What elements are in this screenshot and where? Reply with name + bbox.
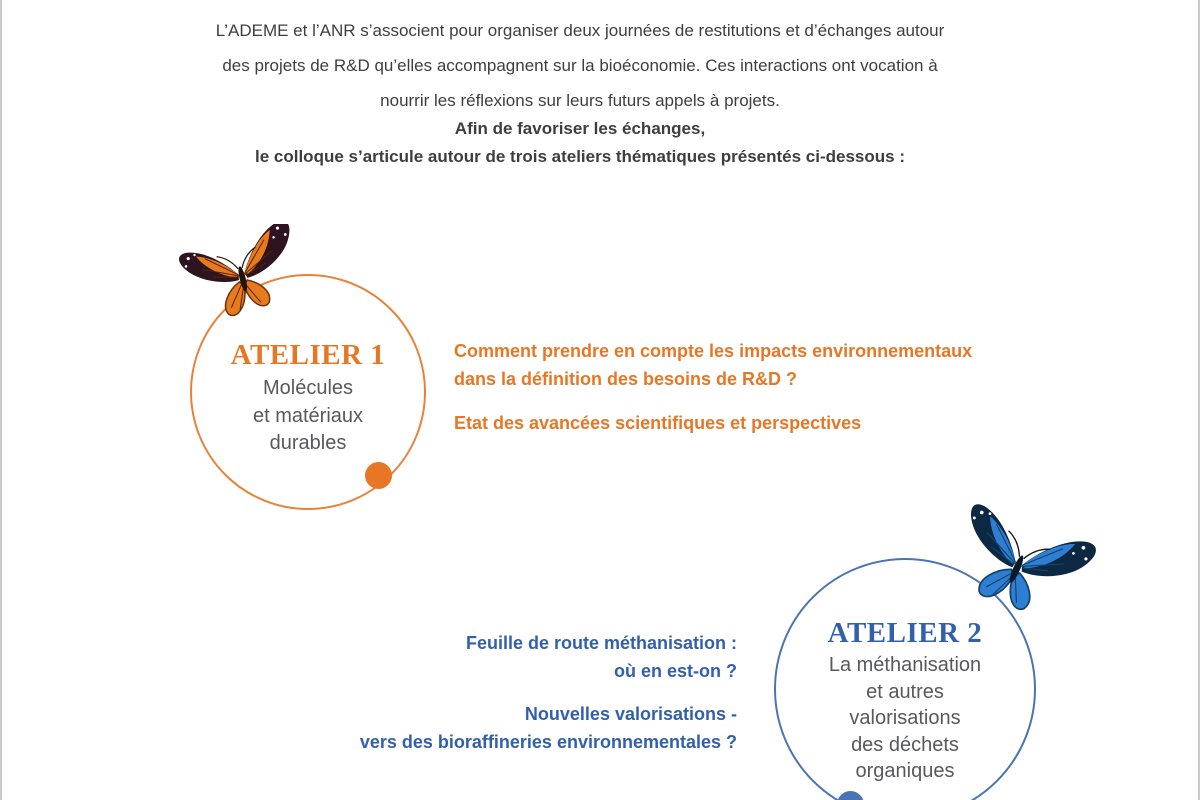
- atelier-2-subtitle: [776, 652, 1034, 785]
- question-line: où en est-on ?: [614, 661, 737, 681]
- atelier-1-accent-dot: [365, 462, 392, 489]
- atelier-1-subtitle-line: durables: [269, 432, 347, 454]
- atelier-2-subtitle-line: La méthanisation: [828, 654, 982, 676]
- blue-morpho-butterfly-icon: [935, 492, 1097, 637]
- atelier-1-subtitle: [192, 375, 424, 458]
- atelier-1-subtitle-line: Molécules: [262, 377, 354, 399]
- atelier-2-subtitle-line: et autres: [866, 680, 944, 703]
- intro-line: L’ADEME et l’ANR s’associent pour organiser deux journées de restitutions et d’échanges autour: [215, 21, 945, 40]
- question-text: [297, 629, 737, 685]
- intro-line: des projets de R&D qu’elles accompagnent sur la bioéconomie. Ces interactions ont vocation à: [222, 56, 938, 75]
- intro-paragraph: [2, 13, 1158, 118]
- intro-emphasis: [2, 115, 1158, 170]
- intro-line: nourrir les réflexions sur leurs futurs appels à projets.: [380, 91, 780, 110]
- question-line: dans la définition des besoins de R&D ?: [454, 369, 798, 389]
- atelier-2-questions: [297, 629, 737, 756]
- atelier-1-subtitle-line: et matériaux: [252, 404, 364, 427]
- question-text: [454, 409, 1094, 437]
- atelier-2-subtitle-line: des déchets: [851, 733, 959, 756]
- atelier-1-title: ATELIER 1: [230, 339, 386, 371]
- orange-monarch-butterfly-icon: [172, 224, 314, 326]
- question-line: Nouvelles valorisations -: [524, 704, 737, 724]
- question-text: [297, 700, 737, 756]
- question-line: Etat des avancées scientifiques et perspectives: [454, 413, 862, 433]
- atelier-1-questions: [454, 337, 1094, 437]
- question-line: vers des bioraffineries environnementales ?: [359, 732, 737, 752]
- emphasis-line: Afin de favoriser les échanges,: [454, 119, 706, 138]
- atelier-2-subtitle-line: organiques: [855, 760, 955, 782]
- question-text: [454, 337, 1094, 393]
- atelier-2-subtitle-line: valorisations: [849, 707, 961, 729]
- emphasis-line: le colloque s’articule autour de trois ateliers thématiques présentés ci-dessous :: [255, 146, 905, 166]
- atelier-2-title: ATELIER 2: [827, 617, 983, 649]
- question-line: Feuille de route méthanisation :: [465, 633, 737, 653]
- question-line: Comment prendre en compte les impacts environnementaux: [454, 341, 973, 361]
